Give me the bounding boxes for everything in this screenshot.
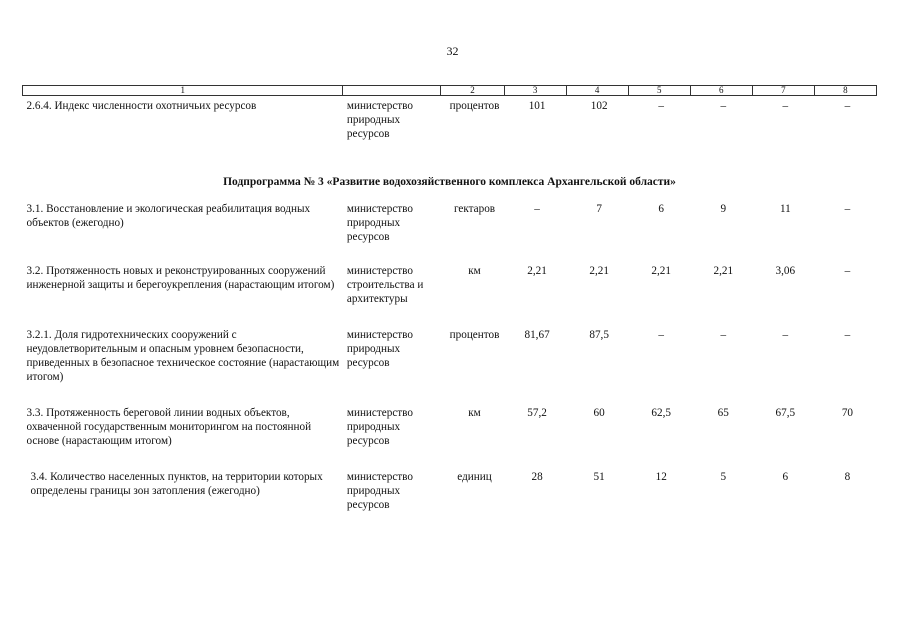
- value-cell: –: [658, 100, 664, 112]
- column-header-4: 4: [566, 86, 628, 96]
- column-header-3: 3: [504, 86, 566, 96]
- value-cell: 7: [596, 203, 602, 215]
- table-row: [23, 202, 877, 264]
- value-cell: –: [720, 100, 727, 112]
- indicator-cell: 3.2. Протяженность новых и реконструированных сооружений инженерной защиты и берегоукрепления (нарастающим итогом): [26, 265, 335, 291]
- value-cell: 60: [593, 407, 605, 419]
- value-cell: 57,2: [527, 407, 547, 419]
- column-header-7: 7: [752, 86, 814, 96]
- value-cell: 62,5: [651, 407, 671, 419]
- page-number: 32: [446, 44, 459, 58]
- column-number-row: [23, 86, 877, 96]
- value-cell: 11: [779, 203, 791, 215]
- column-header-5: 5: [628, 86, 690, 96]
- value-cell: –: [844, 100, 851, 112]
- value-cell: –: [720, 329, 727, 341]
- value-cell: 81,67: [524, 329, 550, 341]
- unit-cell: процентов: [449, 329, 500, 341]
- indicator-cell: 3.3. Протяженность береговой линии водных объектов, охваченной государственным мониторингом на постоянной основе (нарастающим итогом): [26, 407, 312, 447]
- value-cell: –: [844, 265, 851, 277]
- value-cell: 87,5: [589, 329, 609, 341]
- value-cell: 102: [590, 100, 608, 112]
- subprogram-heading-row: [23, 166, 877, 202]
- indicator-cell: 3.1. Восстановление и экологическая реабилитация водных объектов (ежегодно): [26, 203, 311, 229]
- column-header-executor: [343, 86, 441, 96]
- executor-cell: министерство строительства и архитектуры: [346, 265, 424, 305]
- table-row: [23, 96, 877, 167]
- table-row: [23, 470, 877, 514]
- value-cell: 70: [841, 407, 854, 419]
- indicator-cell: [23, 470, 343, 514]
- value-cell: 2,21: [651, 265, 671, 277]
- value-cell: 65: [717, 407, 729, 419]
- value-cell: 28: [531, 471, 543, 483]
- executor-cell: министерство природных ресурсов: [346, 329, 413, 369]
- executor-cell: министерство природных ресурсов: [346, 407, 413, 447]
- executor-cell: министерство природных ресурсов: [346, 203, 413, 243]
- unit-cell: км: [468, 265, 481, 277]
- column-header-8: 8: [814, 86, 876, 96]
- executor-cell: министерство природных ресурсов: [346, 471, 413, 511]
- column-header-6: 6: [690, 86, 752, 96]
- unit-cell: км: [468, 407, 481, 419]
- value-cell: –: [782, 329, 789, 341]
- value-cell: 9: [720, 203, 727, 215]
- indicators-table: [22, 85, 877, 514]
- value-cell: –: [534, 203, 540, 215]
- value-cell: 2,21: [589, 265, 609, 277]
- value-cell: 67,5: [775, 407, 796, 419]
- value-cell: 2,21: [527, 265, 547, 277]
- value-cell: 101: [528, 100, 546, 112]
- executor-cell: министерство природных ресурсов: [346, 100, 413, 140]
- table-row: [23, 264, 877, 328]
- value-cell: 5: [720, 471, 727, 483]
- unit-cell: единиц: [457, 471, 492, 483]
- value-cell: 3,06: [775, 265, 796, 277]
- value-cell: 6: [782, 471, 789, 483]
- indicator-cell: 3.2.1. Доля гидротехнических сооружений с неудовлетворительным и опасным уровнем безопасности, приведенных в безопасное техническое состояние (нарастающим итогом): [26, 329, 340, 383]
- value-cell: 6: [658, 203, 664, 215]
- value-cell: –: [658, 329, 664, 341]
- column-header-2: 2: [441, 86, 504, 96]
- unit-cell: процентов: [449, 100, 500, 112]
- value-cell: –: [782, 100, 789, 112]
- column-header-1: 1: [23, 86, 343, 96]
- value-cell: 12: [655, 471, 667, 483]
- subprogram-title: Подпрограмма № 3 «Развитие водохозяйственного комплекса Архангельской области»: [223, 176, 676, 188]
- table-row: [23, 406, 877, 470]
- indicator-cell: 2.6.4. Индекс численности охотничьих ресурсов: [26, 100, 257, 112]
- table-row: [23, 328, 877, 406]
- indicator-text: 3.4. Количество населенных пунктов, на территории которых определены границы зон затопления (ежегодно): [30, 471, 323, 497]
- value-cell: 8: [844, 471, 851, 483]
- value-cell: 2,21: [713, 265, 734, 277]
- unit-cell: гектаров: [453, 203, 496, 215]
- value-cell: –: [844, 329, 851, 341]
- value-cell: –: [844, 203, 851, 215]
- value-cell: 51: [593, 471, 605, 483]
